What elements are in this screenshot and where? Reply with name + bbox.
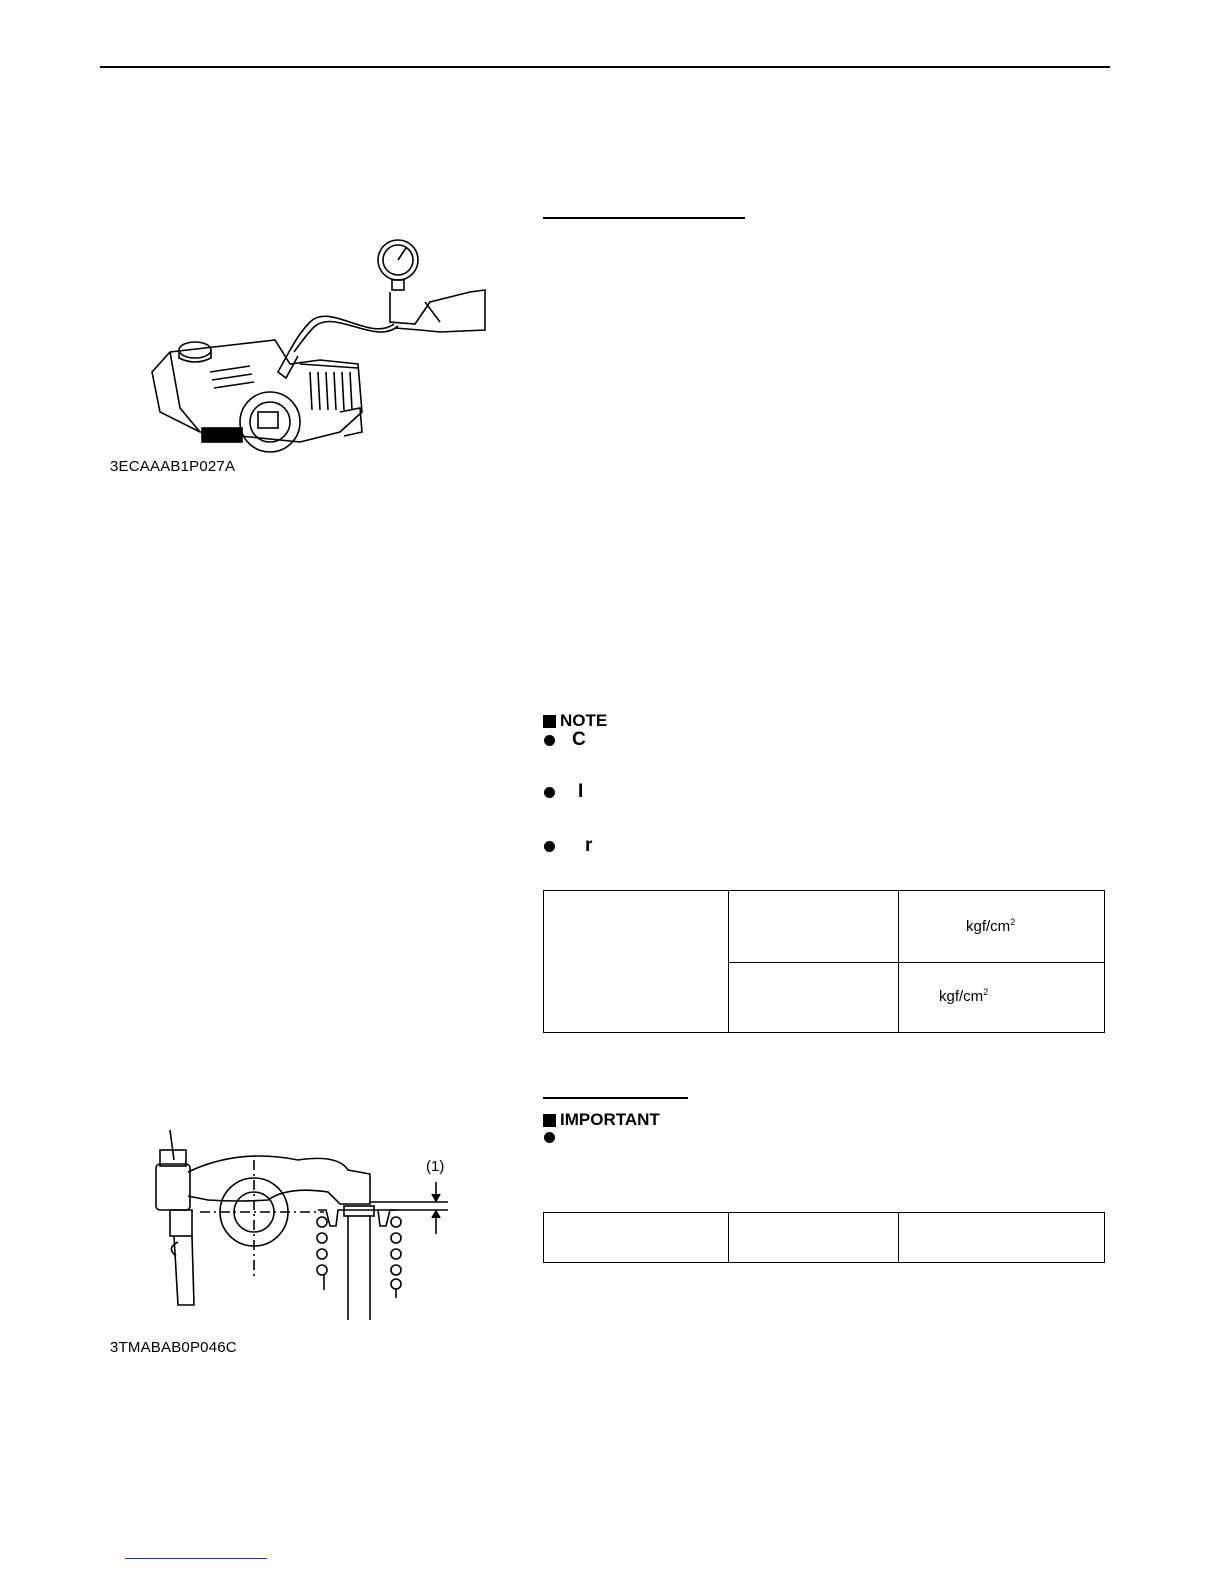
note-bullet-text: I [578, 781, 584, 802]
callout-label: (1) [426, 1158, 445, 1175]
table-cell [729, 1213, 899, 1263]
section-heading-underline [543, 1097, 688, 1099]
page-header-rule [100, 66, 1110, 68]
compression-spec-table [543, 890, 1105, 1033]
bullet-icon [544, 841, 555, 852]
important-label [543, 1110, 660, 1130]
note-label [543, 711, 607, 731]
table-cell [729, 963, 899, 1033]
note-bullet [544, 729, 586, 751]
bullet-icon [544, 787, 555, 798]
note-bullet [544, 835, 592, 857]
square-marker-icon [543, 715, 556, 728]
unit-label: kgf/$cm^2$ [939, 987, 989, 1005]
note-bullet-text: C [572, 729, 586, 750]
note-bullet [544, 781, 583, 803]
figure-caption: 3TMABAB0P046C [110, 1339, 237, 1356]
table-cell [899, 963, 1105, 1033]
important-bullet [544, 1132, 555, 1143]
table-cell [544, 891, 729, 1033]
unit-label: kgf/$cm^2$ [966, 917, 1016, 935]
compression-test-illustration [140, 232, 500, 460]
table-cell [899, 891, 1105, 963]
section-heading-underline [543, 217, 745, 219]
important-label-text: IMPORTANT [560, 1110, 660, 1129]
footer-link-underline[interactable] [125, 1558, 267, 1559]
table-cell [544, 1213, 729, 1263]
note-label-text: NOTE [560, 711, 608, 730]
clearance-spec-table [543, 1212, 1105, 1263]
figure-caption: 3ECAAAB1P027A [110, 458, 236, 475]
valve-clearance-illustration [148, 1130, 458, 1325]
bullet-icon [544, 1132, 555, 1143]
note-bullet-text: r [585, 835, 593, 856]
bullet-icon [544, 735, 555, 746]
square-marker-icon [543, 1114, 556, 1127]
table-cell [729, 891, 899, 963]
table-cell [899, 1213, 1105, 1263]
